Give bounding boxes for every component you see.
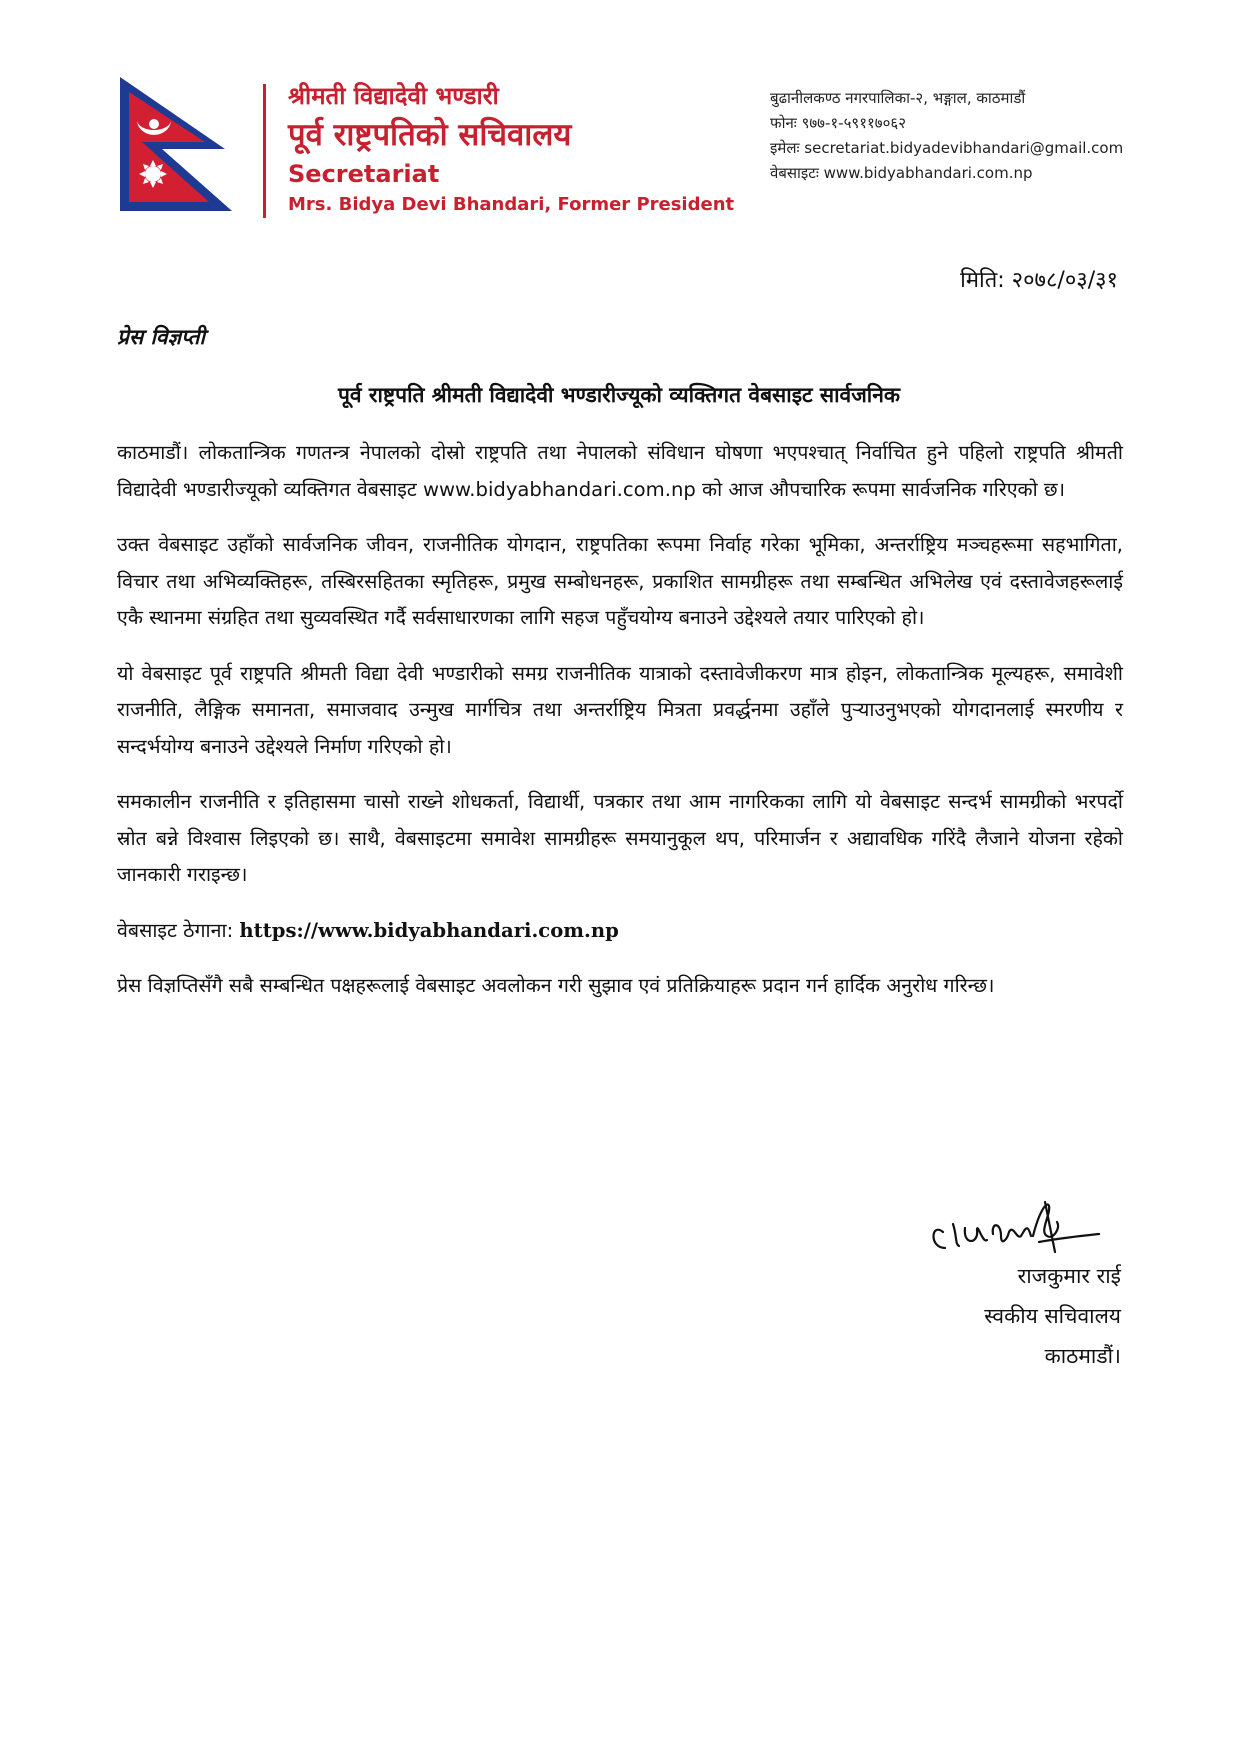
contact-website: वेबसाइटः www.bidyabhandari.com.np — [770, 164, 1033, 182]
contact-address: बुढानीलकण्ठ नगरपालिका-२, भङ्गाल, काठमाडौं — [770, 89, 1026, 107]
org-line-1: श्रीमती विद्यादेवी भण्डारी — [288, 82, 499, 110]
press-release-body — [117, 435, 1123, 1024]
contact-block — [770, 86, 1123, 186]
website-label: वेबसाइट ठेगाना: — [117, 918, 240, 942]
press-release-title: पूर्व राष्ट्रपति श्रीमती विद्यादेवी भण्डारीज्यूको व्यक्तिगत वेबसाइट सार्वजनिक — [337, 383, 901, 407]
contact-phone: फोनः ९७७-१-५९११७०६२ — [770, 114, 906, 132]
letterhead-divider — [263, 84, 266, 218]
document-date: मिति: २०७८/०३/३१ — [960, 268, 1118, 293]
paragraph: उक्त वेबसाइट उहाँको सार्वजनिक जीवन, राजनीतिक योगदान, राष्ट्रपतिका रूपमा निर्वाह गरेका भूमिका, अन्तर्राष्ट्रिय मञ्चहरूमा सहभागिता, विचार तथा अभिव्यक्तिहरू, तस्बिरसहितका स्मृतिहरू, प्रमुख सम्बोधनहरू, प्रकाशित सामग्रीहरू तथा सम्बन्धित अभिलेख एवं दस्तावेजहरूलाई एकै स्थानमा संग्रहित तथा सुव्यवस्थित गर्दै सर्वसाधारणका लागि सहज पहुँचयोग्य बनाउने उद्देश्यले तयार पारिएको हो। — [117, 533, 1123, 629]
organization-name — [288, 80, 734, 220]
handwritten-signature-icon — [921, 1192, 1121, 1260]
nepal-flag-icon — [117, 74, 237, 214]
signature-block — [921, 1192, 1121, 1376]
contact-email: इमेलः secretariat.bidyadevibhandari@gmail.com — [770, 139, 1124, 157]
org-line-3: Secretariat — [288, 160, 440, 188]
org-line-4: Mrs. Bidya Devi Bhandari, Former President — [288, 194, 735, 215]
paragraph: समकालीन राजनीति र इतिहासमा चासो राख्ने शोधकर्ता, विद्यार्थी, पत्रकार तथा आम नागरिकका लागि यो वेबसाइट सन्दर्भ सामग्रीको भरपर्दो स्रोत बन्ने विश्वास लिइएको छ। साथै, वेबसाइटमा समावेश सामग्रीहरू समयानुकूल थप, परिमार्जन र अद्यावधिक गरिंदै लैजाने योजना रहेको जानकारी गराइन्छ। — [117, 790, 1123, 886]
org-line-2: पूर्व राष्ट्रपतिको सचिवालय — [288, 117, 572, 153]
website-link[interactable]: https://www.bidyabhandari.com.np — [239, 918, 619, 942]
signatory-place: काठमाडौं। — [1044, 1344, 1121, 1368]
signatory-designation: स्वकीय सचिवालय — [984, 1304, 1121, 1328]
document-type: प्रेस विज्ञप्ती — [117, 325, 205, 349]
paragraph: काठमाडौं। लोकतान्त्रिक गणतन्त्र नेपालको दोस्रो राष्ट्रपति तथा नेपालको संविधान घोषणा भएपश्चात् निर्वाचित हुने पहिलो राष्ट्रपति श्रीमती विद्यादेवी भण्डारीज्यूको व्यक्तिगत वेबसाइट www.bidyabhandari.com.np को आज औपचारिक रूपमा सार्वजनिक गरिएको छ। — [117, 441, 1123, 501]
closing-paragraph: प्रेस विज्ञप्तिसँगै सबै सम्बन्धित पक्षहरूलाई वेबसाइट अवलोकन गरी सुझाव एवं प्रतिक्रियाहरू प्रदान गर्न हार्दिक अनुरोध गरिन्छ। — [117, 974, 995, 997]
website-line — [117, 913, 1123, 950]
paragraph: यो वेबसाइट पूर्व राष्ट्रपति श्रीमती विद्या देवी भण्डारीको समग्र राजनीतिक यात्राको दस्तावेजीकरण मात्र होइन, लोकतान्त्रिक मूल्यहरू, समावेशी राजनीति, लैङ्गिक समानता, समाजवाद उन्मुख मार्गचित्र तथा अन्तर्राष्ट्रिय मित्रता प्रवर्द्धनमा उहाँले पुऱ्याउनुभएको योगदानलाई स्मरणीय र सन्दर्भयोग्य बनाउने उद्देश्यले निर्माण गरिएको हो। — [117, 661, 1123, 758]
signatory-name: राजकुमार राई — [1017, 1264, 1121, 1288]
